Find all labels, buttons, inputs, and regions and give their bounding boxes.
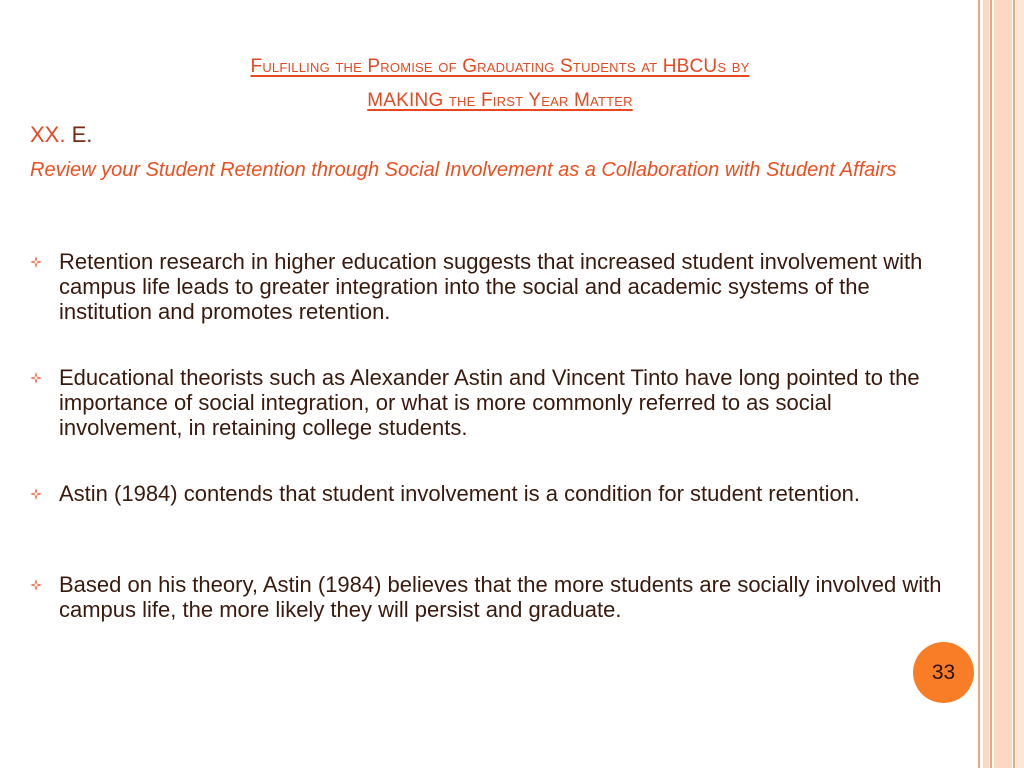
decorative-stripe [1016,0,1024,768]
page-number: 33 [931,660,956,684]
decorative-stripe [1013,0,1015,768]
page-number-badge [913,642,974,703]
decorative-stripe [978,0,980,768]
bullet-item [30,481,960,506]
bullet-item [30,249,960,324]
diamond-bullet-icon [30,256,42,268]
diamond-bullet-icon [30,579,42,591]
section-identifier [30,122,92,148]
bullet-text: Educational theorists such as Alexander Astin and Vincent Tinto have long pointed to the importance of social integration, or what is more commonly referred to as social involvement, in retaining college students. [59,365,920,440]
bullet-text: Astin (1984) contends that student involvement is a condition for student retention. [59,481,861,506]
decorative-stripe [983,0,989,768]
bullet-item [30,365,960,440]
section-letter: E. [71,122,93,147]
decorative-stripe [990,0,992,768]
bullet-text: Retention research in higher education suggests that increased student involvement with campus life leads to greater integration into the social and academic systems of the institution and promotes retention. [59,249,923,324]
slide-subtitle: Review your Student Retention through Social Involvement as a Collaboration with Student Affairs [30,159,897,181]
bullet-item [30,572,960,622]
diamond-bullet-icon [30,488,42,500]
section-number: XX. [30,122,66,147]
bullet-text: Based on his theory, Astin (1984) believes that the more students are socially involved with campus life, the more likely they will persist and graduate. [59,572,942,622]
slide-title-line-1: Fulfilling the Promise of Graduating Students at HBCUs by [250,56,750,77]
slide-title-line-2: MAKING the First Year Matter [367,90,633,111]
diamond-bullet-icon [30,372,42,384]
decorative-stripe [994,0,1012,768]
